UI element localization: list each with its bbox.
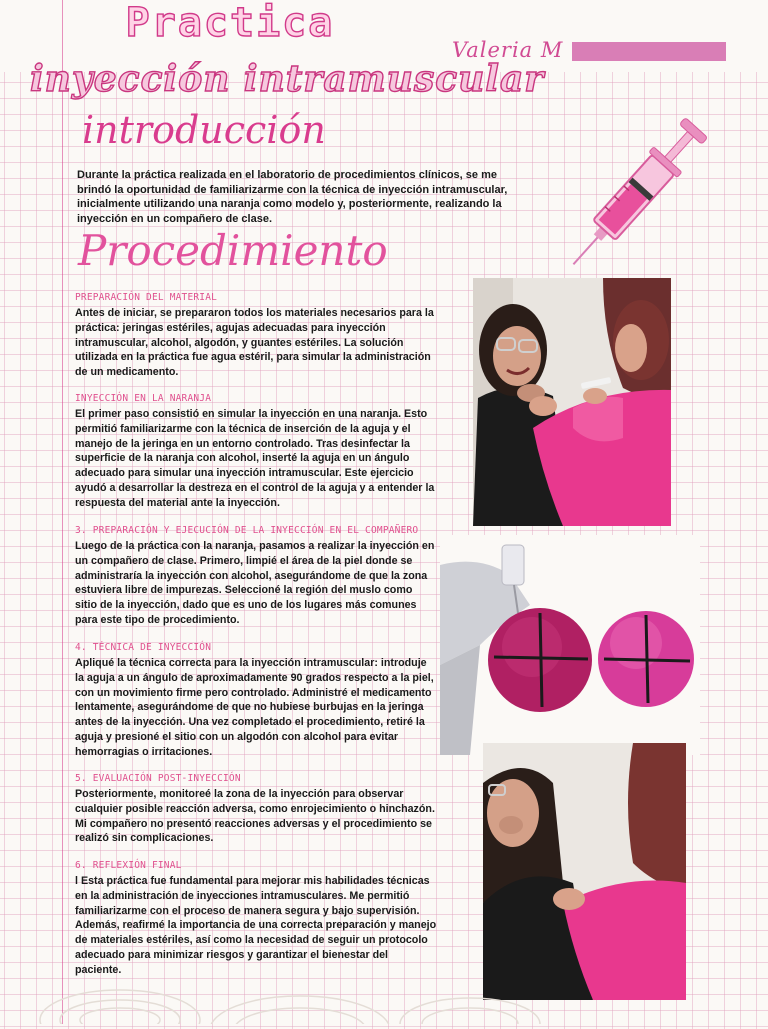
- section-text: Posteriormente, monitoreé la zona de la inyección para observar cualquier posible reacción adversa, como enrojecimiento o hinchazón. Mi compañero no presentó reacciones adversas y el procedimiento se realizó sin complicaciones.: [75, 788, 435, 845]
- photo-injection-shoulder: [473, 278, 671, 526]
- section-text: Apliqué la técnica correcta para la inyección intramuscular: introduje la aguja a un ángulo de aproximadamente 90 grados respecto a la piel, con un movimiento firme pero controlado. Administré el medicamento lentamente, asegurándome de que no hubiese burbujas en la jeringa antes de la inyección. Una vez completado el procedimiento, retiré la aguja y presioné el sitio con un algodón con alcohol para evitar hemorragias o irritaciones.: [75, 657, 434, 758]
- section-heading: INYECCIÓN EN LA NARANJA: [75, 393, 212, 404]
- decorative-swirls: [0, 960, 768, 1029]
- section-heading: 6. REFLEXIÓN FINAL: [75, 860, 182, 871]
- section-text: l Esta práctica fue fundamental para mejorar mis habilidades técnicas en la administración de inyecciones intramusculares. Me permitió familiarizarme con el proceso de manera segura y bajo supervisión. Además, reafirmé la importancia de una correcta preparación y manejo de materiales estériles, así como la necesidad de seguir un protocolo adecuado para minimizar riesgos y garantizar el bienestar del paciente.: [75, 875, 437, 976]
- section-text: Antes de iniciar, se prepararon todos los materiales necesarios para la práctica: jeringas estériles, agujas adecuadas para inyección intramuscular, alcohol, algodón, y guantes estériles. La solución utilizada en la práctica fue agua estéril, para simular la administración de un medicamento.: [75, 307, 434, 379]
- section-orange: [75, 393, 437, 511]
- procedure-heading: Procedimiento: [78, 226, 388, 275]
- section-heading: PREPARACIÓN DEL MATERIAL: [75, 292, 218, 303]
- section-heading: 3. PREPARACIÓN Y EJECUCIÓN DE LA INYECCIÓN EN EL COMPAÑERO: [75, 525, 419, 536]
- page-title: Practica: [125, 0, 335, 46]
- author-name: Valeria M: [452, 38, 564, 62]
- intro-heading: introducción: [82, 108, 326, 152]
- section-material: [75, 292, 437, 380]
- section-text: Luego de la práctica con la naranja, pasamos a realizar la inyección en un compañero de clase. Primero, limpié el área de la piel donde se administraría la inyección con alcohol, asegurándome de que la zona estuviera libre de impurezas. Seleccioné la región del muslo como sitio de la inyección, dado que es uno de los lugares más comunes para este tipo de procedimiento.: [75, 540, 435, 626]
- section-partner: [75, 525, 437, 628]
- page-subtitle: inyección intramuscular: [30, 58, 545, 100]
- syringe-icon: [555, 105, 730, 285]
- notebook-margin-line: [62, 0, 63, 1024]
- section-evaluation: [75, 773, 437, 846]
- author-highlight-bar: [572, 42, 726, 61]
- section-technique: [75, 642, 437, 760]
- intro-text: Durante la práctica realizada en el laboratorio de procedimientos clínicos, se me brindó la oportunidad de familiarizarme con la técnica de inyección intramuscular, inicialmente utilizando una naranja como modelo y, posteriormente, realizando la inyección en un compañero de clase.: [77, 169, 508, 225]
- section-heading: 4. TÉCNICA DE INYECCIÓN: [75, 642, 212, 653]
- section-heading: 5. EVALUACIÓN POST-INYECCIÓN: [75, 773, 241, 784]
- section-text: El primer paso consistió en simular la inyección en una naranja. Esto permitió familiarizarme con la técnica de inserción de la aguja y el manejo de la jeringa en un entorno controlado. Tras desinfectar la superficie de la naranja con alcohol, inserté la aguja en un ángulo adecuado para simular una inyección intramuscular. Este ejercicio ayudó a desarrollar la destreza en el control de la aguja y a entender la respuesta del material ante la inyección.: [75, 408, 435, 509]
- photo-orange-practice: [440, 535, 700, 755]
